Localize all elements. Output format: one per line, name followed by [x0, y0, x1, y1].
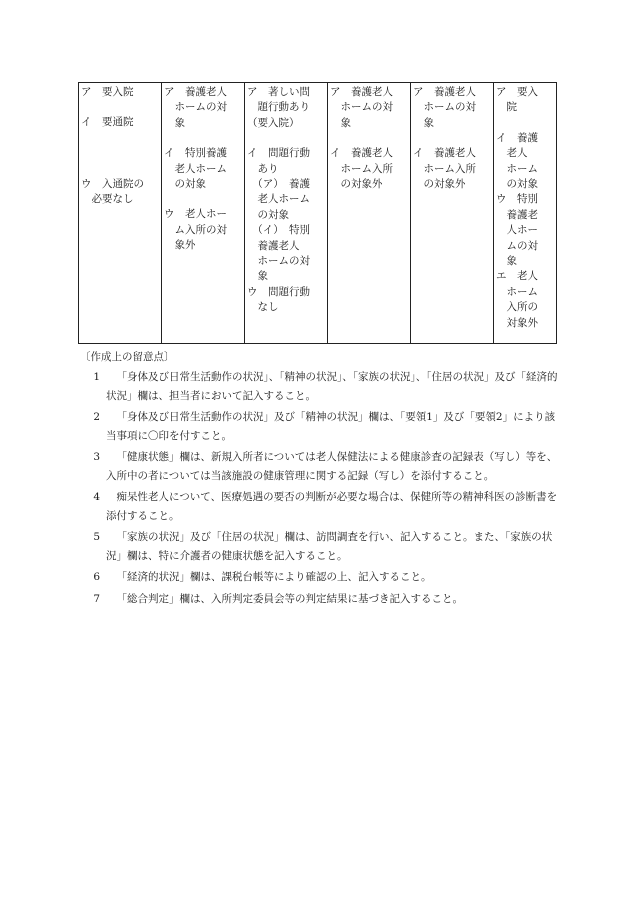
note-number: 3	[93, 451, 100, 463]
note-item	[80, 448, 558, 485]
note-item	[80, 590, 558, 609]
table-row	[79, 83, 557, 344]
note-item	[80, 488, 558, 525]
table-cell-col2	[162, 83, 245, 344]
cell-item: ア 養護老人 ホームの対 象	[330, 86, 393, 129]
cell-item: ア 要入 院	[496, 86, 538, 114]
cell-item: ウ 特別 養護老 人ホー ムの対 象	[496, 193, 538, 268]
note-item	[80, 528, 558, 565]
assessment-table	[78, 82, 557, 344]
notes-title: 〔作成上の留意点〕	[80, 351, 175, 363]
note-item	[80, 408, 558, 445]
note-item	[80, 368, 558, 405]
note-number: 4	[93, 491, 100, 503]
cell-item: イ 養護老人 ホーム入所 の対象外	[413, 147, 476, 191]
cell-item: イ 問題行動 あり （ア） 養護 老人ホーム の対象 （イ） 特別 養護老人 ホームの対 象	[247, 147, 310, 283]
cell-item: イ 要通院	[81, 116, 134, 129]
cell-item: イ 養護 老人 ホーム の対象	[496, 131, 538, 191]
note-text: 「総合判定」欄は、入所判定委員会等の判定結果に基づき記入すること。	[116, 592, 463, 605]
table-cell-col6	[494, 83, 557, 344]
note-number: 7	[93, 592, 100, 605]
note-number: 2	[93, 411, 100, 423]
note-text: 「身体及び日常生活動作の状況」、「精神の状況」、「家族の状況」、「住居の状況」及び「経済的状況」欄は、担当者において記入すること。	[106, 371, 558, 402]
cell-item: ア 養護老人 ホームの対 象	[164, 86, 227, 129]
cell-item: ウ 問題行動 なし	[247, 285, 310, 314]
note-number: 5	[93, 531, 100, 543]
note-text: 「家族の状況」及び「住居の状況」欄は、訪問調査を行い、記入すること。また、「家族の状況」欄は、特に介護者の健康状態を記入すること。	[106, 531, 553, 562]
note-number: 1	[93, 371, 100, 383]
table-cell-col5	[411, 83, 494, 344]
cell-item: イ 特別養護 老人ホーム の対象	[164, 147, 227, 191]
cell-item: ア 養護老人 ホームの対 象	[413, 86, 476, 129]
cell-item: ウ 老人ホー ム入所の対 象外	[164, 208, 227, 252]
cell-item: ウ 入通院の 必要なし	[81, 177, 144, 206]
notes-section	[80, 349, 558, 611]
table-cell-col3	[245, 83, 328, 344]
note-item	[80, 568, 558, 587]
table-cell-col1	[79, 83, 162, 344]
note-number: 6	[93, 571, 100, 583]
cell-item: ア 著しい問 題行動あり （要入院）	[247, 86, 310, 129]
note-text: 「身体及び日常生活動作の状況」及び「精神の状況」欄は、「要領1」及び「要領2」により該当事項に〇印を付すこと。	[106, 411, 556, 442]
note-text: 痴呆性老人について、医療処遇の要否の判断が必要な場合は、保健所等の精神科医の診断書を添付すること。	[106, 491, 558, 522]
cell-item: ア 要入院	[81, 86, 134, 98]
note-text: 「健康状態」欄は、新規入所者については老人保健法による健康診査の記録表（写し）等を、入所中の者については当該施設の健康管理に関する記録（写し）を添付すること。	[106, 451, 558, 482]
note-text: 「経済的状況」欄は、課税台帳等により確認の上、記入すること。	[116, 571, 432, 583]
cell-item: エ 老人 ホーム 入所の 対象外	[496, 270, 538, 329]
cell-item: イ 養護老人 ホーム入所 の対象外	[330, 147, 393, 191]
table-cell-col4	[328, 83, 411, 344]
